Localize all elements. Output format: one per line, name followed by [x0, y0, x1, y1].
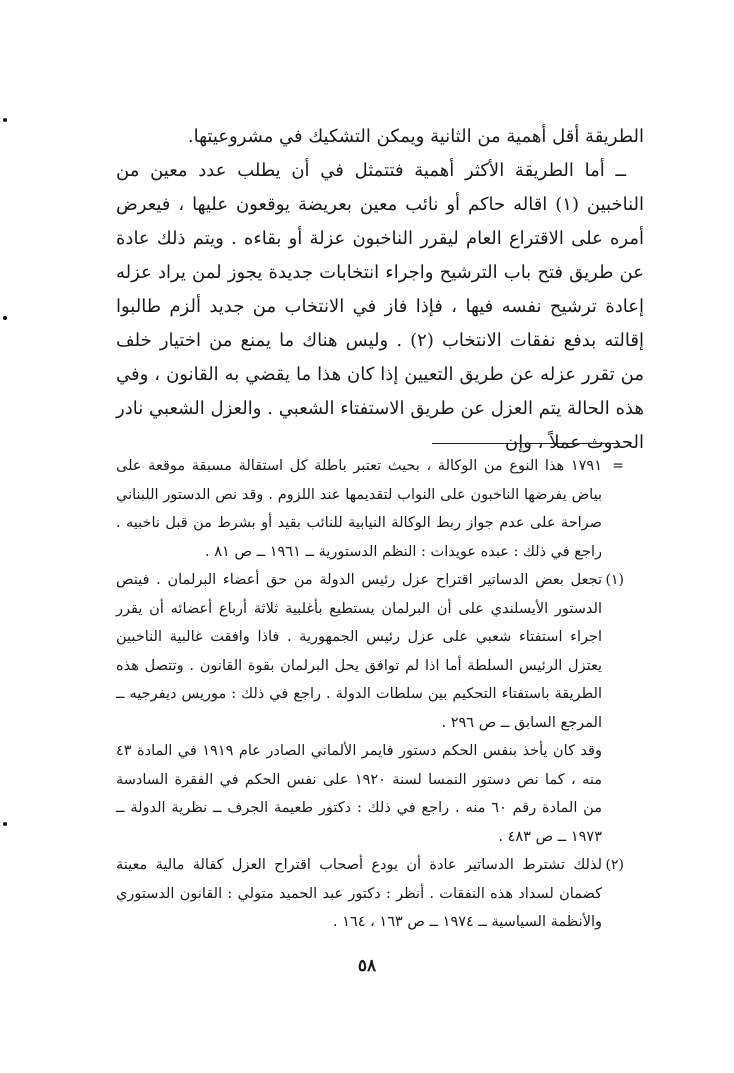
margin-mark [3, 316, 7, 320]
page-number: ٥٨ [357, 956, 377, 976]
footnotes [116, 452, 624, 937]
body-line-1: الطريقة أقل أهمية من الثانية ويمكن التشكيك في مشروعيتها. [187, 126, 644, 147]
margin-mark [3, 118, 7, 122]
footnote-2 [116, 851, 624, 937]
footnote-text: تجعل بعض الدساتير اقتراح عزل رئيس الدولة من حق أعضاء البرلمان . فينص الدستور الأيسلندي على أن البرلمان يستطيع بأغلبية ثلاثة أرباع أعضائه أن يقرر اجراء استفتاء شعبي على عزل رئيس الجمهورية . فاذا وافقت غالبية الناخبين يعتزل الرئيس السلطة أما اذا لم توافق يحل البرلمان بقوة القانون . وتتصل هذه الطريقة باستفتاء التحكيم بين سلطات الدولة . راجع في ذلك : موريس ديفرجيه ــ المرجع السابق ــ ص ٢٩٦ . [116, 572, 602, 731]
footnote-text: ١٧٩١ هذا النوع من الوكالة ، بحيث تعتبر باطلة كل استقالة مسبقة موقعة على بياض يفرضها الناخبون على النواب لتقديمها عند اللزوم . وقد نص الدستور اللبناني صراحة على عدم جواز ربط الوكالة النيابية للنائب بقيد أو بشرط من قبل ناخبيه . راجع في ذلك : عبده عويدات : النظم الدستورية ــ ١٩٦١ ــ ص ٨١ . [116, 458, 602, 560]
footnote-continuation [116, 452, 624, 566]
footnote-text: لذلك تشترط الدساتير عادة أن يودع أصحاب اقتراح العزل كفالة مالية معينة كضمان لسداد هذه النفقات . أنظر : دكتور عبد الحميد متولي : القانون الدستوري والأنظمة السياسية ــ ١٩٧٤ ــ ص ١٦٣ ، ١٦٤ . [116, 857, 602, 930]
footnote-1 [116, 566, 624, 737]
footnote-marker: (٢) [605, 857, 624, 873]
footnote-marker: = [612, 458, 624, 474]
main-text [116, 120, 644, 460]
margin-mark [3, 822, 7, 826]
footnote-marker: (١) [605, 572, 624, 588]
footnote-1-continuation: وقد كان يأخذ بنفس الحكم دستور فايمر الألماني الصادر عام ١٩١٩ في المادة ٤٣ منه ، كما نص دستور النمسا لسنة ١٩٢٠ على نفس الحكم في الفقرة السادسة من المادة رقم ٦٠ منه . راجع في ذلك : دكتور طعيمة الجرف ــ نظرية الدولة ــ ١٩٧٣ ــ ص ٤٨٣ . [116, 743, 602, 845]
body-paragraph-2: ــ أما الطريقة الأكثر أهمية فتتمثل في أن يطلب عدد معين من الناخبين (١) اقاله حاكم أو نائب معين بعريضة يوقعون عليها ، فيعرض أمره على الاقتراع العام ليقرر الناخبون عزلة أو بقاءه . ويتم ذلك عادة عن طريق فتح باب الترشيح واجراء انتخابات جديدة يجوز لمن يراد عزله إعادة ترشيح نفسه فيها ، فإذا فاز في الانتخاب من جديد ألزم طالبوا إقالته بدفع نفقات الانتخاب (٢) . وليس هناك ما يمنع من اختيار خلف من تقرر عزله عن طريق التعيين إذا كان هذا ما يقضي به القانون ، وفي هذه الحالة يتم العزل عن طريق الاستفتاء الشعبي . والعزل الشعبي نادر الحدوث عملاً ، وإن [116, 160, 644, 453]
footnote-separator [432, 443, 620, 444]
